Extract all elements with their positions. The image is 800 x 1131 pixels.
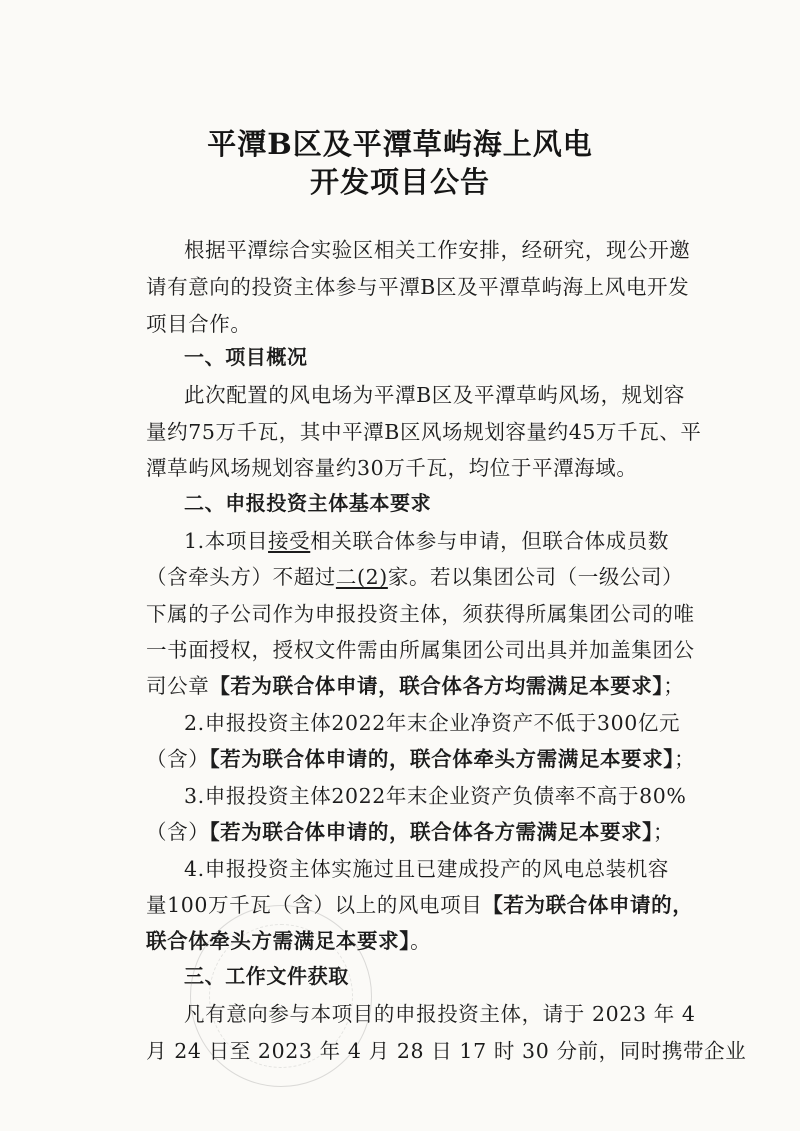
section2-heading: 二、申报投资主体基本要求: [184, 491, 432, 515]
section1-line-3: 潭草屿风场规划容量约30万千瓦，均位于平潭海域。: [146, 456, 638, 480]
section2-item4-line1: 4.申报投资主体实施过且已建成投产的风电总装机容: [184, 857, 669, 881]
document-title-line2: 开发项目公告: [309, 165, 490, 199]
underlined-two: 二(2): [335, 565, 388, 589]
section2-item4-line3: 联合体牵头方需满足本要求】。: [146, 929, 432, 953]
intro-line-1: 根据平潭综合实验区相关工作安排，经研究，现公开邀: [184, 238, 691, 262]
section2-item1-line1: 1.本项目接受相关联合体参与申请，但联合体成员数: [184, 529, 669, 553]
intro-line-2: 请有意向的投资主体参与平潭B区及平潭草屿海上风电开发: [146, 275, 690, 299]
section2-item3-line2: （含）【若为联合体申请的，联合体各方需满足本要求】；: [146, 820, 675, 844]
section3-line-1: 凡有意向参与本项目的申报投资主体，请于 2023 年 4: [184, 1002, 696, 1026]
underlined-accept: 接受: [268, 529, 311, 553]
document-title-line1: 平潭B区及平潭草屿海上风电: [207, 127, 593, 161]
section2-item2-line2: （含）【若为联合体申请的，联合体牵头方需满足本要求】；: [146, 747, 696, 771]
section3-heading: 三、工作文件获取: [184, 964, 349, 988]
section1-line-2: 量约75万千瓦，其中平潭B区风场规划容量约45万千瓦、平: [146, 420, 702, 444]
section2-item1-line2: （含牵头方）不超过二(2)家。若以集团公司（一级公司）: [146, 565, 684, 589]
intro-line-3: 项目合作。: [146, 312, 252, 336]
section2-item4-line2: 量100万千瓦（含）以上的风电项目【若为联合体申请的，: [146, 893, 694, 917]
section2-item3-line1: 3.申报投资主体2022年末企业资产负债率不高于80%: [184, 784, 687, 808]
section2-item2-line1: 2.申报投资主体2022年末企业净资产不低于300亿元: [184, 711, 681, 735]
section2-item1-line5: 司公章【若为联合体申请，联合体各方均需满足本要求】；: [146, 674, 685, 698]
section1-heading: 一、项目概况: [184, 345, 308, 369]
section1-line-1: 此次配置的风电场为平潭B区及平潭草屿风场，规划容: [184, 383, 685, 407]
section2-item1-line3: 下属的子公司作为申报投资主体，须获得所属集团公司的唯: [146, 602, 695, 626]
section2-item1-line4: 一书面授权，授权文件需由所属集团公司出具并加盖集团公: [146, 638, 695, 662]
section3-line-2: 月 24 日至 2023 年 4 月 28 日 17 时 30 分前，同时携带企业: [146, 1039, 747, 1063]
